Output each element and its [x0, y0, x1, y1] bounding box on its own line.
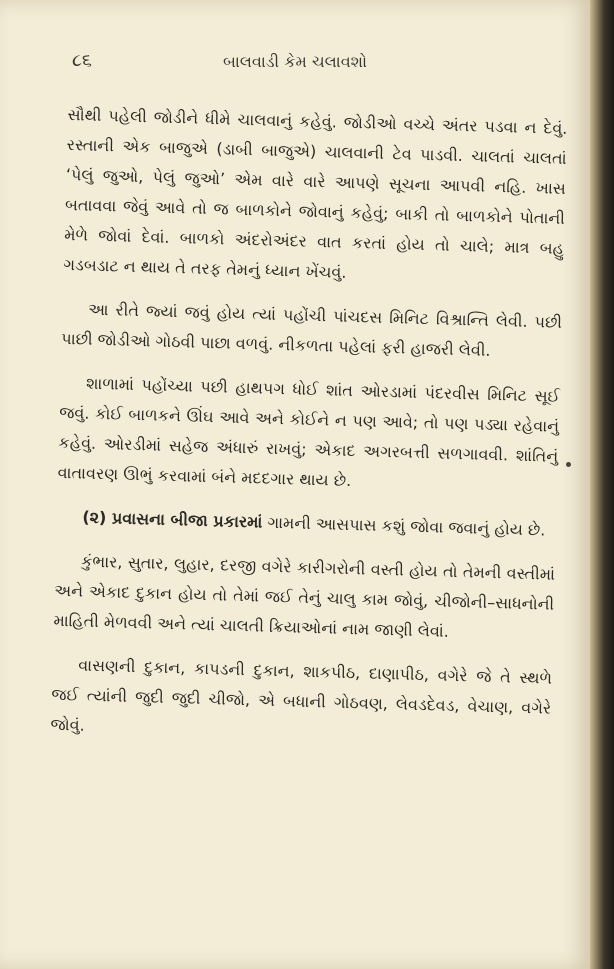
paragraph: આ રીતે જ્યાં જવું હોય ત્યાં પહોંચી પાંચદસ મિનિટ વિશ્રાન્તિ લેવી. પછી પાછી જોડીઓ ગોઠવી પાછા વળવું. નીકળતા પહેલાં ફરી હાજરી લેવી.: [61, 299, 563, 360]
ink-dot: [566, 462, 571, 467]
page-number: ૮૬: [72, 50, 92, 71]
paragraph: સૌથી પહેલી જોડીને ધીમે ચાલવાનું કહેવું. જોડીઓ વચ્ચે અંતર પડવા ન દેવું. રસ્તાની એક બાજુએ (ડાબી બાજુએ) ચાલવાની ટેવ પાડવી. ચાલતાં ચાલતાં ‘પેલું જુઓ, પેલું જુઓ’ એમ વારે વારે આપણે સૂચના આપવી નહિ. ખાસ બતાવવા જેવું આવે તો જ બાળકોને જોવાનું કહેવું; બાકી તો બાળકોને પોતાની મેળે જોવાં દેવાં. બાળકો અંદરોઅંદર વાત કરતાં હોય તો ચાલે; માત્ર બહુ ગડબડાટ ન થાય તે તરફ તેમનું ધ્યાન ખેંચવું.: [63, 104, 568, 282]
paragraph-lead: (૨) પ્રવાસના બીજા પ્રકારમાં: [82, 507, 263, 532]
paragraph: કુંભાર, સુતાર, લુહાર, દરજી વગેરે કારીગરોની વસ્તી હોય તો તેમની વસ્તીમાં અને એકાદ દુકાન હોય તો તેમાં જઈ તેનું ચાલુ કામ જોવું, ચીજોની–સાધનોની માહિતી મેળવવી અને ત્યાં ચાલતી ક્રિયાઓનાં નામ જાણી લેવાં.: [53, 551, 556, 641]
paragraph: [56, 502, 557, 546]
paragraph: શાળામાં પહોંચ્યા પછી હાથપગ ધોઈ શાંત ઓરડામાં પંદરવીસ મિનિટ સૂઈ જવું. કોઈ બાળકને ઊંઘ આવે અને કોઈને ન પણ આવે; તો પણ પડ્યા રહેવાનું કહેવું. ઓરડીમાં સહેજ અંધારું રાખવું; એકાદ અગરબત્તી સળગાવવી. શાંતિનું વાતાવરણ ઊભું કરવામાં બંને મદદગાર થાય છે.: [57, 373, 561, 491]
paragraph: વાસણની દુકાન, કાપડની દુકાન, શાકપીઠ, દાણાપીઠ, વગેરે જે તે સ્થળે જઈ ત્યાંની જુદી જુદી ચીજો, એ બધાની ગોઠવણ, લેવડદેવડ, વેચાણ, વગેરે જોવું.: [50, 655, 553, 735]
body-text: [50, 100, 568, 768]
page-edge: [590, 0, 614, 969]
page-header: [0, 50, 590, 80]
running-title: બાલવાડી કેમ ચલાવશો: [223, 52, 367, 71]
paragraph-text: ગામની આસપાસ કશું જોવા જવાનું હોય છે.: [262, 512, 546, 540]
